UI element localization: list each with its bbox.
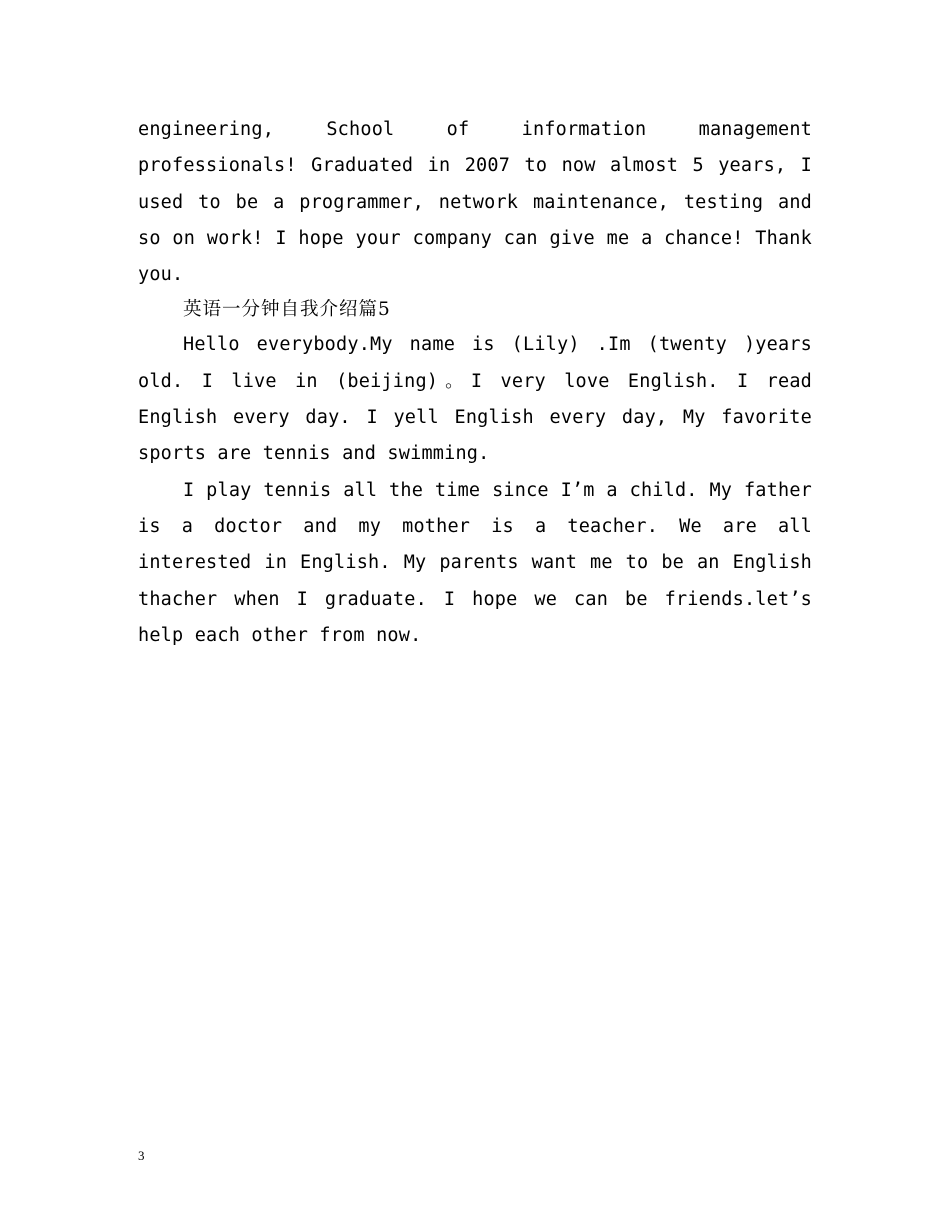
family-paragraph: I play tennis all the time since I’m a child. My father is a doctor and my mother is a teacher. We are all interested in English. My parents want me to be an English thacher when I graduate. I hope we can be friends.let’s help each other from now.	[138, 479, 812, 646]
section-heading: 英语一分钟自我介绍篇5	[183, 299, 391, 321]
continuation-paragraph: engineering, School of information management professionals! Graduated in 2007 to now almost 5 years, I used to be a programmer, network maintenance, testing and so on work! I hope your company can give me a chance! Thank you.	[138, 119, 812, 286]
document-body	[138, 112, 812, 654]
intro-paragraph: Hello everybody.My name is (Lily) .Im (twenty )years old. I live in (beijing)。I very love English. I read English every day. I yell English every day, My favorite sports are tennis and swimming.	[138, 334, 812, 465]
page-number: 3	[138, 1148, 145, 1163]
